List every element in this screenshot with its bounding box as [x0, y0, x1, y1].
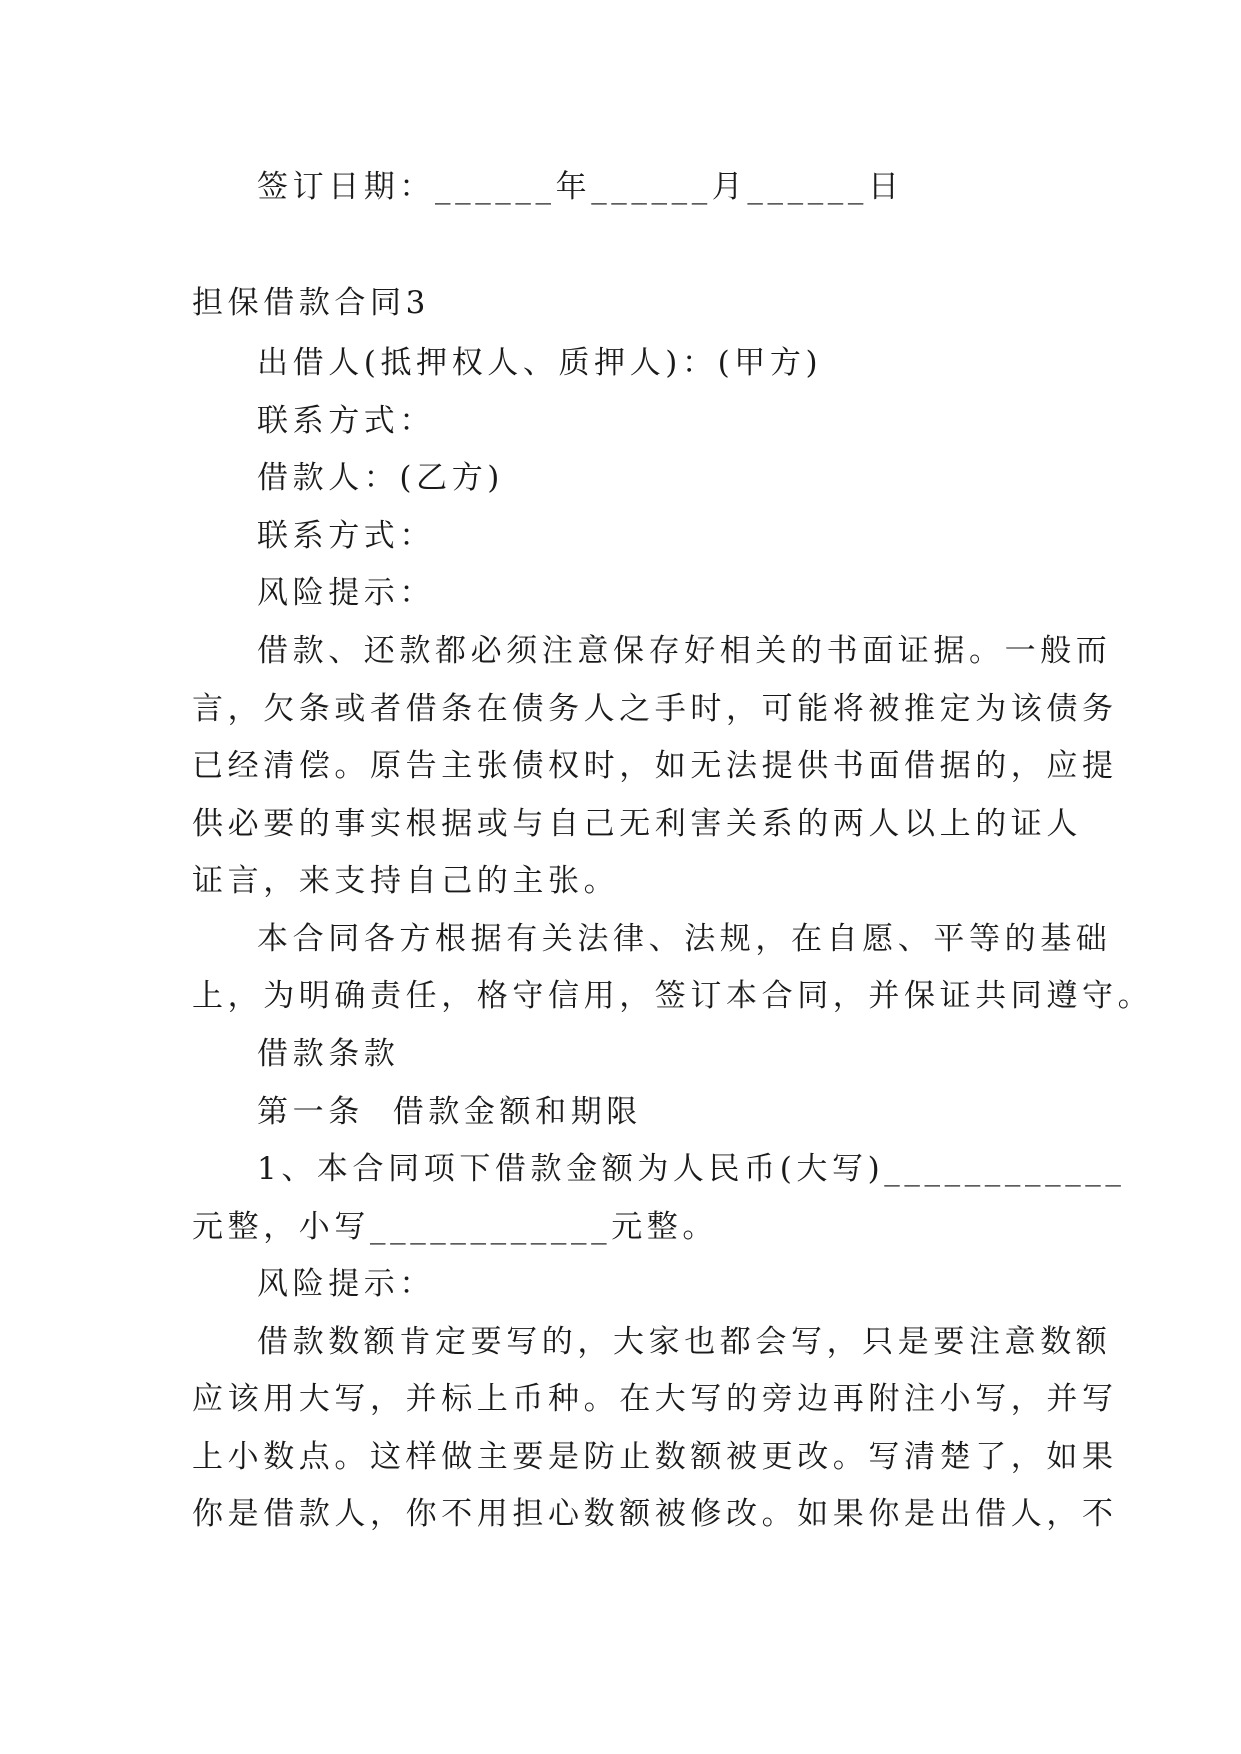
paragraph-line: 应该用大写，并标上币种。在大写的旁边再附注小写，并写	[192, 1381, 1118, 1417]
paragraph-line: 你是借款人，你不用担心数额被修改。如果你是出借人，不	[192, 1496, 1118, 1532]
paragraph-line: 已经清偿。原告主张债权时，如无法提供书面借据的，应提	[192, 748, 1118, 784]
sign-date-line: 签订日期：______年______月______日	[257, 169, 904, 205]
contract-title: 担保借款合同3	[192, 285, 430, 321]
paragraph-line: 上，为明确责任，格守信用，签订本合同，并保证共同遵守。	[192, 978, 1154, 1014]
paragraph-line: 借款、还款都必须注意保存好相关的书面证据。一般而	[257, 633, 1112, 669]
paragraph-line: 证言，来支持自己的主张。	[192, 863, 620, 899]
lender-line: 出借人(抵押权人、质押人)：(甲方)	[257, 345, 823, 381]
borrower-contact-line: 联系方式：	[257, 518, 435, 554]
paragraph-line: 本合同各方根据有关法律、法规，在自愿、平等的基础	[257, 921, 1112, 957]
paragraph-line: 供必要的事实根据或与自己无利害关系的两人以上的证人	[192, 806, 1082, 842]
section-heading: 借款条款	[257, 1036, 400, 1072]
borrower-line: 借款人：(乙方)	[257, 460, 504, 496]
paragraph-line: 言，欠条或者借条在债务人之手时，可能将被推定为该债务	[192, 691, 1118, 727]
paragraph-line: 借款数额肯定要写的，大家也都会写，只是要注意数额	[257, 1324, 1112, 1360]
risk-heading: 风险提示：	[257, 575, 435, 611]
lender-contact-line: 联系方式：	[257, 403, 435, 439]
paragraph-line: 1、本合同项下借款金额为人民币(大写)____________	[257, 1151, 1126, 1187]
risk-heading: 风险提示：	[257, 1266, 435, 1302]
paragraph-line: 元整，小写____________元整。	[192, 1209, 718, 1245]
article-heading: 第一条 借款金额和期限	[257, 1094, 642, 1130]
paragraph-line: 上小数点。这样做主要是防止数额被更改。写清楚了，如果	[192, 1439, 1118, 1475]
